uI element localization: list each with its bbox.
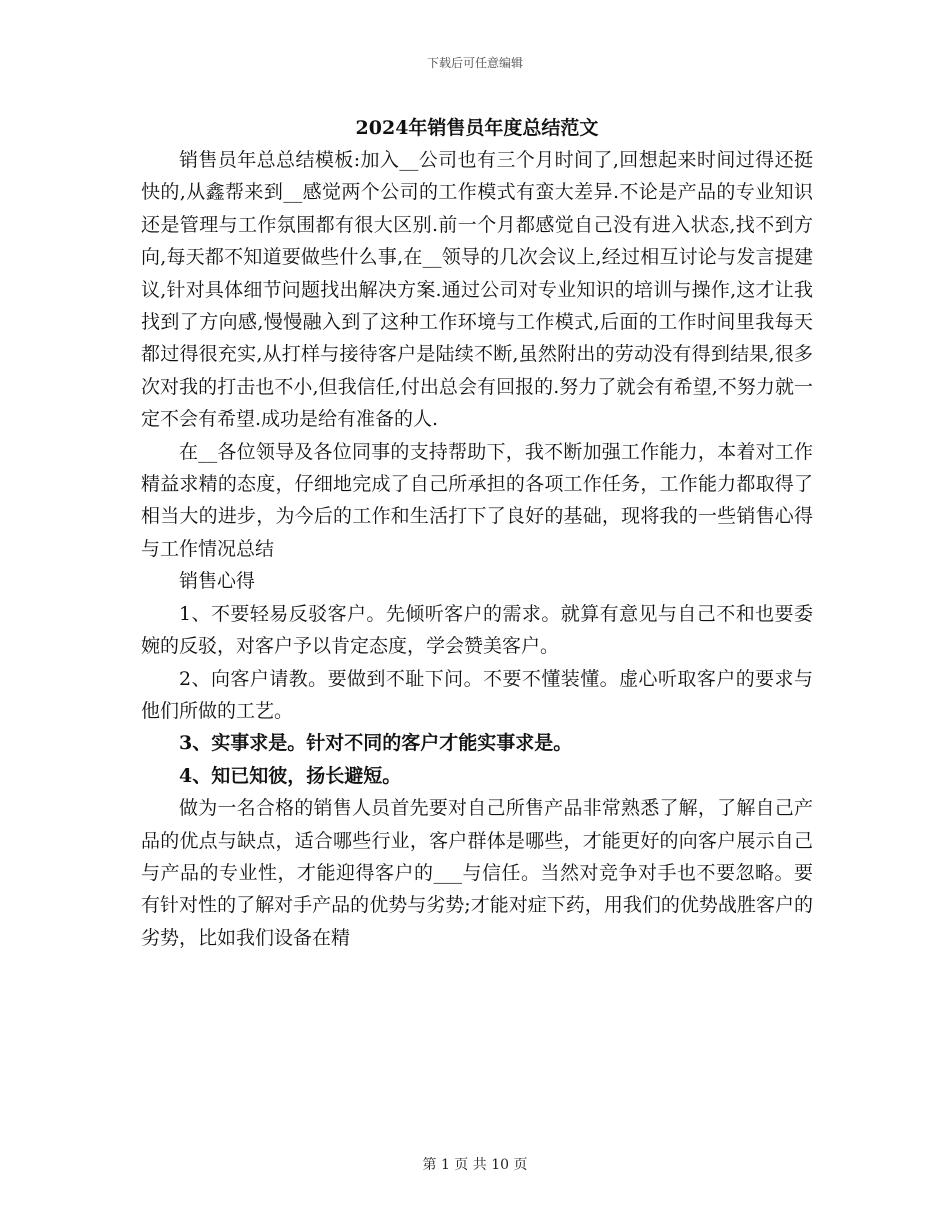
paragraph-product-knowledge: 做为一名合格的销售人员首先要对自己所售产品非常熟悉了解，了解自己产品的优点与缺点，适合哪些行业，客户群体是哪些，才能更好的向客户展示自己与产品的专业性，才能迎得客户的___与信任。当然对竞争对手也不要忽略。要有针对性的了解对手产品的优势与劣势;才能对症下药，用我们的优势战胜客户的劣势，比如我们设备在精 [141,797,813,949]
list-item-2: 2、向客户请教。要做到不耻下问。不要不懂装懂。虚心听取客户的要求与他们所做的工艺。 [141,667,813,722]
list-item-1: 1、不要轻易反驳客户。先倾听客户的需求。就算有意见与自己不和也要委婉的反驳，对客户予以肯定态度，学会赞美客户。 [141,602,813,658]
document-title: 2024年销售员年度总结范文 [355,117,599,139]
page-header-note: 下载后可任意编辑 [426,56,523,70]
paragraph-support: 在__各位领导及各位同事的支持帮助下，我不断加强工作能力，本着对工作精益求精的态度，仔细地完成了自己所承担的各项工作任务，工作能力都取得了相当大的进步，为今后的工作和生活打下了良好的基础，现将我的一些销售心得与工作情况总结 [141,440,813,560]
section-heading-sales-insights: 销售心得 [179,570,256,593]
list-item-3: 3、实事求是。针对不同的客户才能实事求是。 [179,732,573,755]
page-footer-number: 第 1 页 共 10 页 [422,1157,528,1173]
list-item-4: 4、知已知彼，扬长避短。 [179,764,402,787]
document-body [141,112,813,954]
paragraph-intro: 销售员年总总结模板:加入__公司也有三个月时间了,回想起来时间过得还挺快的,从鑫帮来到__感觉两个公司的工作模式有蛮大差异.不论是产品的专业知识还是管理与工作氛围都有很大区别.前一个月都感觉自己没有进入状态,找不到方向,每天都不知道要做些什么事,在__领导的几次会议上,经过相互讨论与发言提建议,针对具体细节问题找出解决方案.通过公司对专业知识的培训与操作,这才让我找到了方向感,慢慢融入到了这种工作环境与工作模式,后面的工作时间里我每天都过得很充实,从打样与接待客户是陆续不断,虽然附出的劳动没有得到结果,很多次对我的打击也不小,但我信任,付出总会有回报的.努力了就会有希望,不努力就一定不会有希望.成功是给有准备的人. [141,149,813,431]
